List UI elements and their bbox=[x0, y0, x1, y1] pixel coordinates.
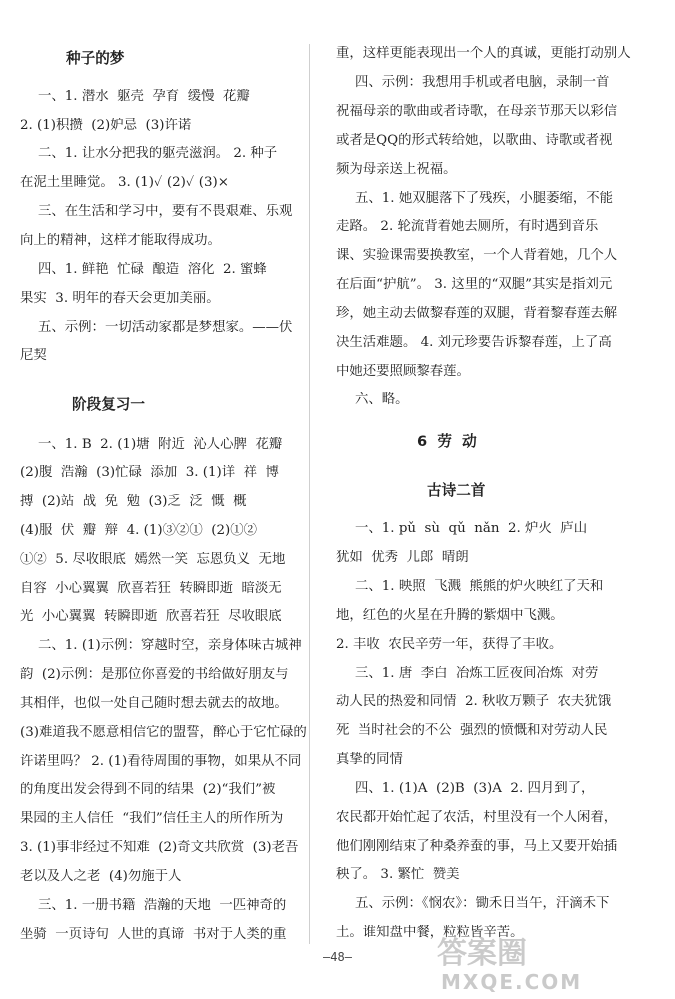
answer-line: 真挚的同情 bbox=[336, 752, 403, 767]
answer-line: 一、1. pǔ sù qǔ nǎn 2. 炉火 庐山 bbox=[355, 521, 588, 536]
answer-line: 尼契 bbox=[20, 348, 47, 363]
answer-line: 坐骑 一页诗句 人世的真谛 书对于人类的重 bbox=[20, 927, 287, 942]
answer-line: 在后面“护航”。 3. 这里的“双腿”其实是指刘元 bbox=[336, 277, 613, 292]
answer-line: 课、实验课需要换教室，一个人背着她，几个人 bbox=[336, 248, 618, 263]
answer-line: ①② 5. 尽收眼底 嫣然一笑 忘恩负义 无地 bbox=[20, 552, 286, 567]
answer-line: 五、示例：《悯农》：锄禾日当午，汗滴禾下 bbox=[355, 896, 610, 911]
answer-line: 二、1. 映照 飞溅 熊熊的炉火映红了天和 bbox=[355, 579, 604, 594]
answer-line: 农民都开始忙起了农活，村里没有一个人闲着， bbox=[336, 810, 618, 825]
answer-line: 2. 丰收 农民辛劳一年，获得了丰收。 bbox=[336, 637, 563, 652]
answer-line: 3. (1)事非经过不知难 (2)奇文共欣赏 (3)老吾 bbox=[20, 840, 299, 855]
answer-line: 四、示例：我想用手机或者电脑，录制一首 bbox=[355, 75, 610, 90]
answer-line: 光 小心翼翼 转瞬即逝 欣喜若狂 尽收眼底 bbox=[20, 609, 282, 624]
answer-line: 二、1. (1)示例：穿越时空，亲身体味古城神 bbox=[38, 638, 302, 653]
answer-line: 的角度出发会得到不同的结果 (2)“我们”被 bbox=[20, 782, 276, 797]
answer-line: 许诺里吗？ 2. (1)看待周围的事物，如果从不同 bbox=[20, 754, 302, 769]
page-number: —48— bbox=[323, 950, 352, 964]
answer-line: 或者是QQ的形式转给她，以歌曲、诗歌或者视 bbox=[336, 133, 613, 148]
answer-line: 六、略。 bbox=[355, 392, 409, 407]
answer-line: 果实 3. 明年的春天会更加美丽。 bbox=[20, 291, 220, 306]
answer-line: 一、1. B 2. (1)塘 附近 沁人心脾 花瓣 bbox=[38, 437, 283, 452]
answer-line: 犹如 优秀 儿郎 晴朗 bbox=[336, 550, 469, 565]
answer-line: 动人民的热爱和同情 2. 秋收万颗子 农夫犹饿 bbox=[336, 694, 612, 709]
answer-line: 四、1. (1)A (2)B (3)A 2. 四月到了， bbox=[355, 781, 595, 796]
answer-line: 二、1. 让水分把我的躯壳滋润。 2. 种子 bbox=[38, 146, 278, 161]
answer-line: (3)难道我不愿意相信它的盟誓，醉心于它忙碌的 bbox=[20, 725, 307, 740]
answer-line: 珍，她主动去做黎春莲的双腿，背着黎春莲去解 bbox=[336, 306, 618, 321]
answer-line: 死 当时社会的不公 强烈的愤慨和对劳动人民 bbox=[336, 723, 608, 738]
watermark-line1: 答案圈 bbox=[437, 936, 527, 971]
section-title: 古诗二首 bbox=[427, 482, 486, 499]
answer-line: 向上的精神，这样才能取得成功。 bbox=[20, 233, 221, 248]
answer-line: 五、示例：一切活动家都是梦想家。——伏 bbox=[38, 320, 293, 335]
answer-line: 2. (1)积攒 (2)妒忌 (3)许诺 bbox=[20, 118, 192, 133]
column-divider bbox=[309, 44, 310, 944]
answer-line: 老以及人之老 (4)勿施于人 bbox=[20, 869, 182, 884]
answer-line: 果园的主人信任 “我们”信任主人的所作所为 bbox=[20, 811, 284, 826]
answer-line: 秧了。 3. 繁忙 赞美 bbox=[336, 867, 460, 882]
answer-line: (4)服 伏 瓣 辩 4. (1)③②① (2)①② bbox=[20, 523, 258, 538]
answer-line: 三、1. 唐 李白 冶炼工匠夜间冶炼 对劳 bbox=[355, 666, 599, 681]
answer-line: 地，红色的火星在升腾的紫烟中飞溅。 bbox=[336, 608, 564, 623]
section-title: 6 劳 动 bbox=[417, 433, 477, 450]
answer-line: 韵 (2)示例：是那位你喜爱的书给做好朋友与 bbox=[20, 667, 289, 682]
answer-line: 中她还要照顾黎春莲。 bbox=[336, 364, 470, 379]
answer-line: 土。谁知盘中餐，粒粒皆辛苦。 bbox=[336, 925, 524, 940]
answer-line: 一、1. 潜水 躯壳 孕育 缓慢 花瓣 bbox=[38, 89, 250, 104]
answer-line: 三、1. 一册书籍 浩瀚的天地 一匹神奇的 bbox=[38, 898, 287, 913]
answer-line: 五、1. 她双腿落下了残疾，小腿萎缩，不能 bbox=[355, 191, 614, 206]
answer-line: 在泥土里睡觉。 3. (1)✓ (2)✓ (3)× bbox=[20, 175, 229, 190]
answer-line: 祝福母亲的歌曲或者诗歌，在母亲节那天以彩信 bbox=[336, 104, 618, 119]
answer-line: 他们刚刚结束了种桑养蚕的事，马上又要开始插 bbox=[336, 839, 618, 854]
answer-line: 走路。 2. 轮流背着她去厕所，有时遇到音乐 bbox=[336, 219, 599, 234]
watermark-line2: MXQE.COM bbox=[441, 970, 583, 994]
watermark-logo bbox=[437, 933, 667, 995]
answer-line: 三、在生活和学习中，要有不畏艰难、乐观 bbox=[38, 204, 293, 219]
answer-line: 其相伴，也似一处自己随时想去就去的故地。 bbox=[20, 696, 288, 711]
answer-line: 重，这样更能表现出一个人的真诚，更能打动别人 bbox=[336, 46, 631, 61]
answer-line: 自容 小心翼翼 欣喜若狂 转瞬即逝 暗淡无 bbox=[20, 581, 282, 596]
section-title: 种子的梦 bbox=[66, 50, 125, 67]
answer-line: 搏 (2)站 战 免 勉 (3)乏 泛 慨 概 bbox=[20, 494, 247, 509]
answer-line: 四、1. 鲜艳 忙碌 酿造 溶化 2. 蜜蜂 bbox=[38, 262, 267, 277]
answer-line: (2)腹 浩瀚 (3)忙碌 添加 3. (1)详 祥 博 bbox=[20, 465, 279, 480]
section-title: 阶段复习一 bbox=[72, 396, 145, 413]
answer-line: 频为母亲送上祝福。 bbox=[336, 162, 457, 177]
answer-line: 决生活难题。 4. 刘元珍要告诉黎春莲，上了高 bbox=[336, 335, 612, 350]
